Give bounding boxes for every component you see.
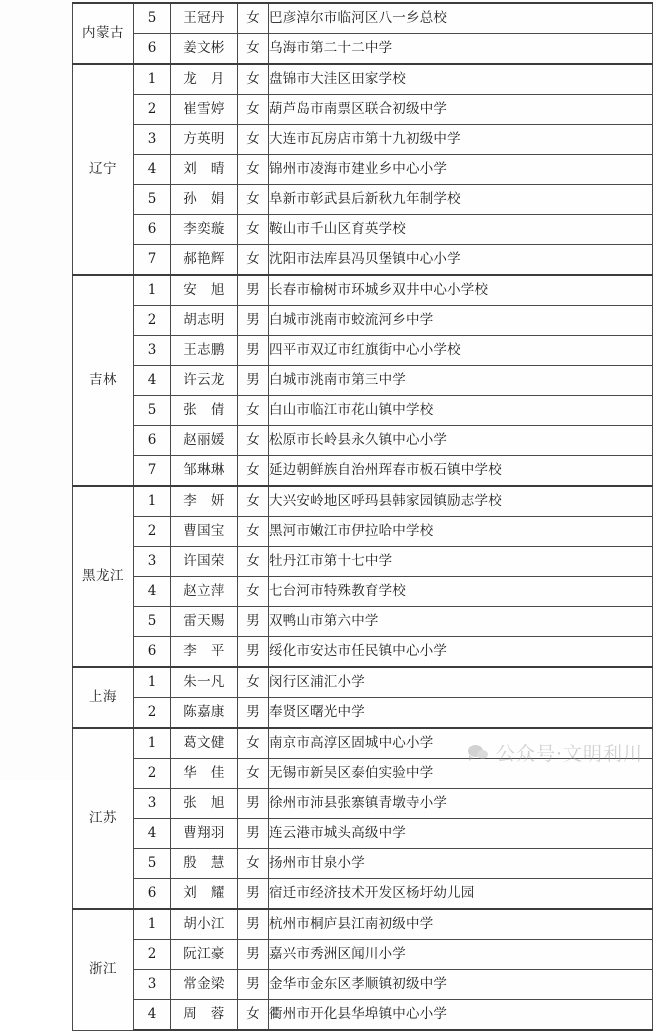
roster-table-container	[72, 2, 652, 1031]
province-cell: 江苏	[73, 728, 134, 909]
gender-cell: 男	[238, 637, 269, 668]
table-row	[73, 879, 653, 910]
person-name-cell: 张 旭	[171, 789, 238, 819]
school-name-cell: 长春市榆树市环城乡双井中心小学校	[269, 275, 653, 306]
sequence-number-cell: 3	[134, 970, 171, 1000]
person-name-cell: 安 旭	[171, 275, 238, 306]
person-name-cell: 龙 月	[171, 64, 238, 95]
person-name-cell: 殷 慧	[171, 849, 238, 879]
school-name-cell: 乌海市第二十二中学	[269, 34, 653, 65]
gender-cell: 男	[238, 879, 269, 910]
gender-cell: 男	[238, 970, 269, 1000]
person-name-cell: 阮江豪	[171, 940, 238, 970]
school-name-cell: 徐州市沛县张寨镇青墩寺小学	[269, 789, 653, 819]
person-name-cell: 刘 晴	[171, 155, 238, 185]
province-cell: 辽宁	[73, 64, 134, 275]
gender-cell: 女	[238, 667, 269, 698]
table-row	[73, 759, 653, 789]
table-row	[73, 306, 653, 336]
person-name-cell: 雷天赐	[171, 607, 238, 637]
table-row	[73, 215, 653, 245]
gender-cell: 女	[238, 155, 269, 185]
gender-cell: 女	[238, 849, 269, 879]
sequence-number-cell: 2	[134, 698, 171, 729]
gender-cell: 男	[238, 275, 269, 306]
person-name-cell: 许云龙	[171, 366, 238, 396]
sequence-number-cell: 3	[134, 336, 171, 366]
gender-cell: 男	[238, 909, 269, 940]
sequence-number-cell: 6	[134, 215, 171, 245]
table-row	[73, 275, 653, 306]
person-name-cell: 朱一凡	[171, 667, 238, 698]
sequence-number-cell: 3	[134, 125, 171, 155]
school-name-cell: 七台河市特殊教育学校	[269, 577, 653, 607]
table-row	[73, 486, 653, 517]
school-name-cell: 巴彦淖尔市临河区八一乡总校	[269, 3, 653, 34]
sequence-number-cell: 5	[134, 396, 171, 426]
province-cell: 上海	[73, 667, 134, 728]
school-name-cell: 四平市双辽市红旗街中心小学校	[269, 336, 653, 366]
table-row	[73, 185, 653, 215]
school-name-cell: 连云港市城头高级中学	[269, 819, 653, 849]
person-name-cell: 邹琳琳	[171, 456, 238, 487]
person-name-cell: 王志鹏	[171, 336, 238, 366]
person-name-cell: 常金梁	[171, 970, 238, 1000]
sequence-number-cell: 3	[134, 547, 171, 577]
gender-cell: 女	[238, 95, 269, 125]
person-name-cell: 赵立萍	[171, 577, 238, 607]
person-name-cell: 李 平	[171, 637, 238, 668]
person-name-cell: 胡志明	[171, 306, 238, 336]
school-name-cell: 白城市洮南市蛟流河乡中学	[269, 306, 653, 336]
gender-cell: 女	[238, 517, 269, 547]
school-name-cell: 杭州市桐庐县江南初级中学	[269, 909, 653, 940]
table-row	[73, 95, 653, 125]
school-name-cell: 无锡市新吴区泰伯实验中学	[269, 759, 653, 789]
school-name-cell: 扬州市甘泉小学	[269, 849, 653, 879]
sequence-number-cell: 5	[134, 607, 171, 637]
school-name-cell: 锦州市凌海市建业乡中心小学	[269, 155, 653, 185]
gender-cell: 男	[238, 306, 269, 336]
sequence-number-cell: 4	[134, 366, 171, 396]
person-name-cell: 崔雪婷	[171, 95, 238, 125]
sequence-number-cell: 2	[134, 306, 171, 336]
school-name-cell: 闵行区浦汇小学	[269, 667, 653, 698]
person-name-cell: 胡小江	[171, 909, 238, 940]
school-name-cell: 南京市高淳区固城中心小学	[269, 728, 653, 759]
person-name-cell: 方英明	[171, 125, 238, 155]
sequence-number-cell: 1	[134, 728, 171, 759]
gender-cell: 女	[238, 215, 269, 245]
person-name-cell: 葛文健	[171, 728, 238, 759]
watermark-text: 公众号·文明利川	[495, 743, 643, 765]
sequence-number-cell: 4	[134, 819, 171, 849]
table-row	[73, 698, 653, 729]
school-name-cell: 衢州市开化县华埠镇中心小学	[269, 1000, 653, 1031]
person-name-cell: 许国荣	[171, 547, 238, 577]
school-name-cell: 阜新市彰武县后新秋九年制学校	[269, 185, 653, 215]
school-name-cell: 大兴安岭地区呼玛县韩家园镇励志学校	[269, 486, 653, 517]
gender-cell: 女	[238, 185, 269, 215]
sequence-number-cell: 1	[134, 667, 171, 698]
school-name-cell: 大连市瓦房店市第十九初级中学	[269, 125, 653, 155]
table-row	[73, 940, 653, 970]
province-cell: 浙江	[73, 909, 134, 1030]
school-name-cell: 嘉兴市秀洲区闻川小学	[269, 940, 653, 970]
school-name-cell: 葫芦岛市南票区联合初级中学	[269, 95, 653, 125]
table-row	[73, 155, 653, 185]
school-name-cell: 白城市洮南市第三中学	[269, 366, 653, 396]
sequence-number-cell: 4	[134, 577, 171, 607]
table-row	[73, 909, 653, 940]
person-name-cell: 华 佳	[171, 759, 238, 789]
table-row	[73, 607, 653, 637]
gender-cell: 女	[238, 759, 269, 789]
gender-cell: 女	[238, 728, 269, 759]
gender-cell: 女	[238, 486, 269, 517]
sequence-number-cell: 6	[134, 426, 171, 456]
table-row	[73, 547, 653, 577]
roster-table	[72, 2, 653, 1031]
person-name-cell: 张 倩	[171, 396, 238, 426]
gender-cell: 男	[238, 789, 269, 819]
person-name-cell: 李 妍	[171, 486, 238, 517]
sequence-number-cell: 2	[134, 517, 171, 547]
province-cell: 黑龙江	[73, 486, 134, 667]
gender-cell: 女	[238, 245, 269, 276]
gender-cell: 男	[238, 940, 269, 970]
school-name-cell: 松原市长岭县永久镇中心小学	[269, 426, 653, 456]
sequence-number-cell: 6	[134, 879, 171, 910]
sequence-number-cell: 1	[134, 275, 171, 306]
gender-cell: 女	[238, 547, 269, 577]
table-row	[73, 517, 653, 547]
school-name-cell: 延边朝鲜族自治州珲春市板石镇中学校	[269, 456, 653, 487]
sequence-number-cell: 6	[134, 637, 171, 668]
table-row	[73, 125, 653, 155]
gender-cell: 女	[238, 125, 269, 155]
sequence-number-cell: 1	[134, 64, 171, 95]
table-row	[73, 3, 653, 34]
person-name-cell: 周 蓉	[171, 1000, 238, 1031]
table-row	[73, 667, 653, 698]
person-name-cell: 赵丽媛	[171, 426, 238, 456]
table-row	[73, 64, 653, 95]
school-name-cell: 黑河市嫩江市伊拉哈中学校	[269, 517, 653, 547]
gender-cell: 男	[238, 698, 269, 729]
person-name-cell: 曹翔羽	[171, 819, 238, 849]
sequence-number-cell: 6	[134, 34, 171, 65]
school-name-cell: 牡丹江市第十七中学	[269, 547, 653, 577]
table-row	[73, 245, 653, 276]
school-name-cell: 奉贤区曙光中学	[269, 698, 653, 729]
table-row	[73, 637, 653, 668]
sequence-number-cell: 4	[134, 1000, 171, 1031]
sequence-number-cell: 5	[134, 3, 171, 34]
gender-cell: 女	[238, 64, 269, 95]
sequence-number-cell: 7	[134, 456, 171, 487]
sequence-number-cell: 2	[134, 95, 171, 125]
gender-cell: 男	[238, 819, 269, 849]
person-name-cell: 姜文彬	[171, 34, 238, 65]
school-name-cell: 金华市金东区孝顺镇初级中学	[269, 970, 653, 1000]
gender-cell: 女	[238, 456, 269, 487]
school-name-cell: 白山市临江市花山镇中学校	[269, 396, 653, 426]
sequence-number-cell: 2	[134, 759, 171, 789]
gender-cell: 女	[238, 577, 269, 607]
table-row	[73, 819, 653, 849]
school-name-cell: 鞍山市千山区育英学校	[269, 215, 653, 245]
gender-cell: 男	[238, 607, 269, 637]
table-row	[73, 577, 653, 607]
person-name-cell: 孙 娟	[171, 185, 238, 215]
table-row	[73, 34, 653, 65]
person-name-cell: 李奕璇	[171, 215, 238, 245]
person-name-cell: 刘 耀	[171, 879, 238, 910]
roster-table-body	[73, 3, 653, 1030]
gender-cell: 女	[238, 34, 269, 65]
sequence-number-cell: 7	[134, 245, 171, 276]
table-row	[73, 849, 653, 879]
table-row	[73, 396, 653, 426]
table-row	[73, 1000, 653, 1031]
school-name-cell: 双鸭山市第六中学	[269, 607, 653, 637]
sequence-number-cell: 5	[134, 849, 171, 879]
sequence-number-cell: 1	[134, 909, 171, 940]
gender-cell: 女	[238, 3, 269, 34]
table-row	[73, 970, 653, 1000]
province-cell: 吉林	[73, 275, 134, 486]
table-row	[73, 366, 653, 396]
table-row	[73, 336, 653, 366]
sequence-number-cell: 1	[134, 486, 171, 517]
sequence-number-cell: 4	[134, 155, 171, 185]
school-name-cell: 沈阳市法库县冯贝堡镇中心小学	[269, 245, 653, 276]
gender-cell: 男	[238, 366, 269, 396]
gender-cell: 男	[238, 336, 269, 366]
table-row	[73, 728, 653, 759]
school-name-cell: 宿迁市经济技术开发区杨圩幼儿园	[269, 879, 653, 910]
person-name-cell: 陈嘉康	[171, 698, 238, 729]
gender-cell: 女	[238, 396, 269, 426]
person-name-cell: 王冠丹	[171, 3, 238, 34]
gender-cell: 女	[238, 426, 269, 456]
table-row	[73, 426, 653, 456]
province-cell: 内蒙古	[73, 3, 134, 64]
sequence-number-cell: 5	[134, 185, 171, 215]
school-name-cell: 绥化市安达市任民镇中心小学	[269, 637, 653, 668]
table-row	[73, 456, 653, 487]
sequence-number-cell: 2	[134, 940, 171, 970]
sequence-number-cell: 3	[134, 789, 171, 819]
table-row	[73, 789, 653, 819]
person-name-cell: 曹国宝	[171, 517, 238, 547]
person-name-cell: 郝艳辉	[171, 245, 238, 276]
gender-cell: 女	[238, 1000, 269, 1031]
school-name-cell: 盘锦市大洼区田家学校	[269, 64, 653, 95]
